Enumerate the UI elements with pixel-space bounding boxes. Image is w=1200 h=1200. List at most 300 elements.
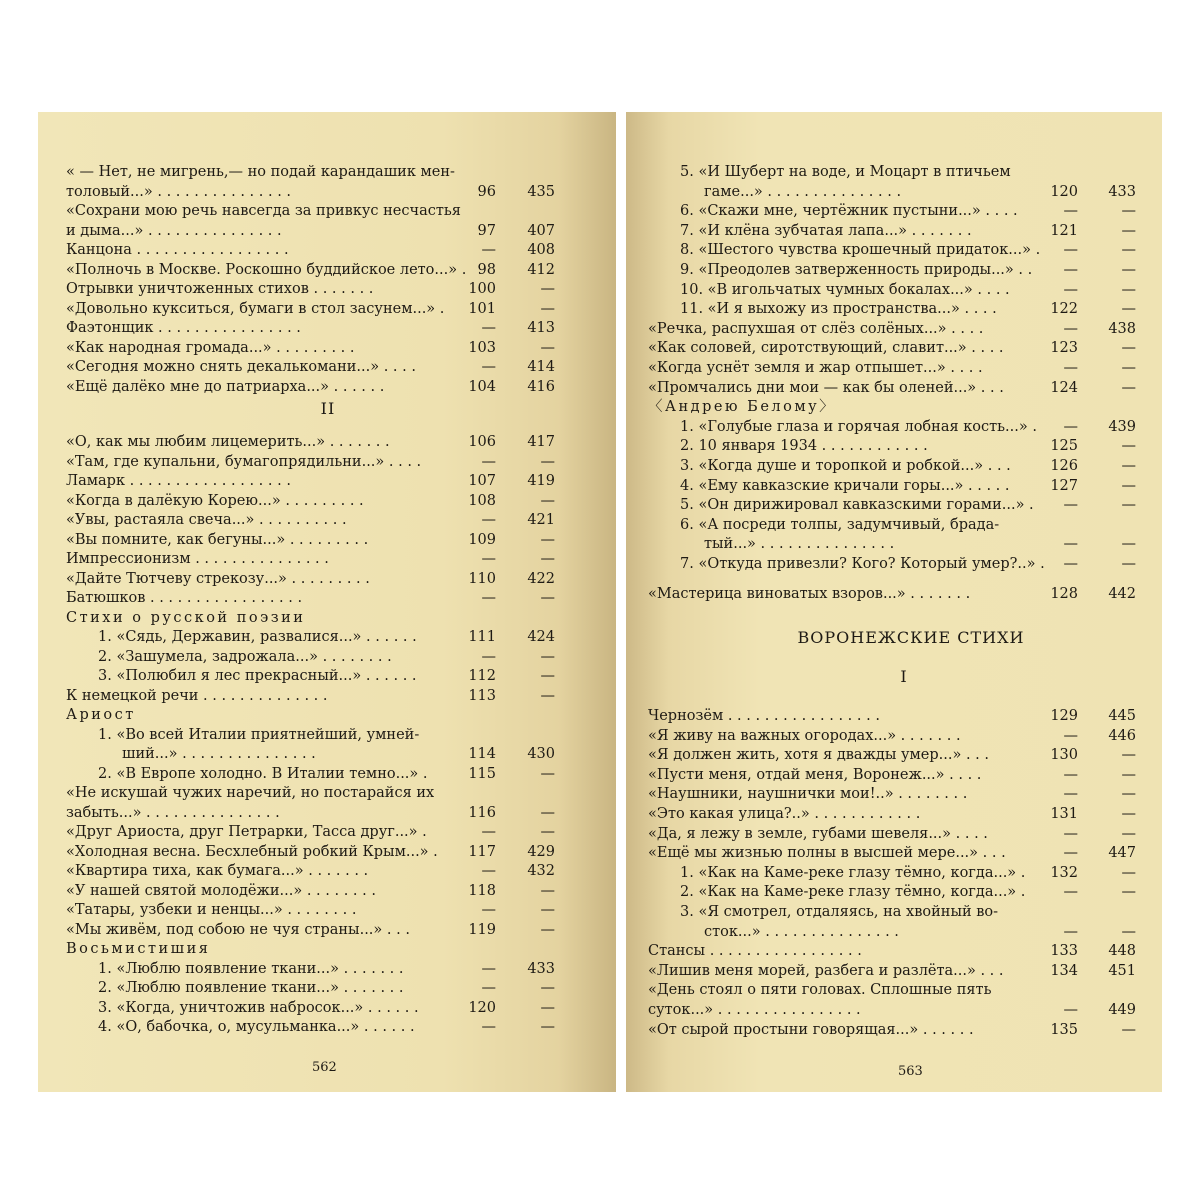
toc-entry-note-page: — bbox=[1121, 766, 1136, 783]
toc-entry bbox=[38, 588, 616, 608]
toc-entry-title: «Татары, узбеки и ненцы...» . . . . . . . . bbox=[66, 902, 357, 918]
toc-entry-note-page: — bbox=[540, 921, 555, 938]
toc-entry bbox=[626, 980, 1162, 1000]
toc-entry-note-page: 414 bbox=[527, 359, 555, 375]
toc-entry bbox=[626, 319, 1162, 339]
toc-entry-title: 2. «Зашумела, задрожала...» . . . . . . . . bbox=[98, 648, 392, 665]
toc-entry-note-page: — bbox=[1121, 262, 1136, 278]
toc-entry-title: «Квартира тиха, как бумага...» . . . . . . . bbox=[66, 863, 369, 879]
toc-entry bbox=[626, 554, 1162, 574]
toc-entry-note-page: 412 bbox=[527, 261, 555, 278]
toc-entry bbox=[626, 882, 1162, 902]
toc-entry-title: «Пусти меня, отдай меня, Воронеж...» . . . . bbox=[648, 766, 982, 783]
toc-entry-note-page: — bbox=[1121, 864, 1136, 881]
toc-entry-title: 3. «Полюбил я лес прекрасный...» . . . . . . bbox=[98, 668, 417, 684]
toc-entry-page: — bbox=[1063, 1002, 1078, 1018]
toc-entry-title: 3. «Когда душе и торопкой и робкой...» . . . bbox=[680, 458, 1011, 474]
toc-entry-page: 120 bbox=[1050, 183, 1078, 200]
toc-entry-page: — bbox=[481, 1019, 496, 1035]
toc-entry-page: — bbox=[481, 453, 496, 470]
toc-entry-title: Фаэтонщик . . . . . . . . . . . . . . . . bbox=[66, 320, 301, 336]
toc-entry-page: 98 bbox=[477, 261, 496, 278]
toc-entry-title: Батюшков . . . . . . . . . . . . . . . . . bbox=[66, 590, 303, 606]
toc-entry-page: 100 bbox=[468, 281, 496, 297]
toc-entry-title: «У нашей святой молодёжи...» . . . . . . . . bbox=[66, 882, 376, 899]
toc-entry-note-page: — bbox=[540, 980, 555, 996]
toc-entry-note-page: — bbox=[540, 339, 555, 356]
toc-entry-note-page: — bbox=[540, 687, 555, 704]
toc-entry bbox=[38, 432, 616, 452]
toc-entry bbox=[626, 436, 1162, 456]
toc-entry-note-page: 413 bbox=[527, 320, 555, 336]
toc-entry-note-page: — bbox=[1121, 786, 1136, 803]
toc-entry bbox=[38, 569, 616, 589]
toc-entry-page: 118 bbox=[468, 882, 496, 899]
toc-entry-note-page: — bbox=[1121, 536, 1136, 553]
toc-entry bbox=[626, 961, 1162, 981]
toc-entry-note-page: — bbox=[540, 492, 555, 509]
toc-entry-note-page: — bbox=[1121, 281, 1136, 298]
toc-entry-page: 96 bbox=[477, 183, 496, 200]
section-title-voronezh: ВОРОНЕЖСКИЕ СТИХИ bbox=[797, 628, 1025, 647]
toc-entry-title: «Сегодня можно снять декалькомани...» . . . . bbox=[66, 359, 416, 375]
toc-entry-page: — bbox=[481, 863, 496, 879]
toc-entry-note-page: 419 bbox=[527, 473, 555, 489]
toc-entry-note-page: — bbox=[540, 765, 555, 782]
toc-entry-note-page: — bbox=[1121, 884, 1136, 901]
toc-entry-note-page: — bbox=[1121, 747, 1136, 764]
toc-entry bbox=[38, 549, 616, 569]
toc-entry-page: 135 bbox=[1050, 1021, 1078, 1038]
toc-entry-title: «О, как мы любим лицемерить...» . . . . . . . bbox=[66, 434, 390, 450]
toc-entry-title: 1. «Как на Каме-реке глазу тёмно, когда...» . bbox=[680, 864, 1026, 881]
toc-entry bbox=[38, 201, 616, 221]
left-book-page bbox=[38, 112, 616, 1092]
toc-entry-note-page: — bbox=[540, 824, 555, 840]
toc-entry-title: «Лишив меня морей, разбега и разлёта...» . . . bbox=[648, 962, 1004, 979]
toc-entry-note-page: — bbox=[540, 999, 555, 1016]
toc-entry-note-page: 438 bbox=[1108, 320, 1136, 337]
toc-entry bbox=[38, 491, 616, 511]
toc-entry bbox=[626, 240, 1162, 260]
section-heading-ii: II bbox=[320, 399, 336, 418]
toc-entry-page: 107 bbox=[468, 473, 496, 489]
toc-entry-title: «Сохрани мою речь навсегда за привкус несчастья bbox=[66, 203, 461, 219]
toc-entry bbox=[38, 725, 616, 745]
toc-entry-page: — bbox=[1063, 281, 1078, 298]
toc-entry-page: — bbox=[1063, 845, 1078, 862]
toc-entry-note-page: — bbox=[1121, 222, 1136, 239]
toc-entry-title: Импрессионизм . . . . . . . . . . . . . . . bbox=[66, 551, 329, 567]
toc-entry-page: 113 bbox=[468, 687, 496, 704]
toc-entry-page: — bbox=[1063, 497, 1078, 514]
toc-entry-title: 1. «Голубые глаза и горячая лобная кость...» . bbox=[680, 418, 1037, 435]
toc-entry bbox=[38, 182, 616, 202]
toc-entry bbox=[626, 221, 1162, 241]
toc-entry-note-page: — bbox=[1121, 825, 1136, 842]
toc-entry-title: 2. «Люблю появление ткани...» . . . . . . . bbox=[98, 980, 404, 996]
toc-entry-note-page: 448 bbox=[1108, 943, 1136, 960]
toc-entry bbox=[626, 260, 1162, 280]
toc-entry-title: Стихи о русской поэзии bbox=[66, 609, 306, 626]
toc-entry-title: Восьмистишия bbox=[66, 941, 211, 957]
toc-entry-note-page: 433 bbox=[527, 960, 555, 977]
toc-entry-note-page: 422 bbox=[527, 570, 555, 587]
toc-entry-title: ший...» . . . . . . . . . . . . . . . bbox=[122, 746, 316, 762]
toc-entry-title: 2. «В Европе холодно. В Италии темно...» . bbox=[98, 765, 428, 782]
toc-entry-page: 111 bbox=[468, 629, 496, 645]
toc-entry-page: — bbox=[1063, 786, 1078, 803]
toc-entry bbox=[38, 920, 616, 940]
toc-entry bbox=[626, 456, 1162, 476]
toc-entry-title: 4. «О, бабочка, о, мусульманка...» . . . . . . bbox=[98, 1019, 415, 1035]
toc-entry-page: — bbox=[1063, 242, 1078, 259]
toc-entry-note-page: 451 bbox=[1108, 962, 1136, 979]
toc-entry-note-page: — bbox=[1121, 806, 1136, 822]
toc-entry-page: — bbox=[481, 902, 496, 918]
toc-entry bbox=[38, 338, 616, 358]
toc-entry bbox=[626, 182, 1162, 202]
toc-entry bbox=[626, 726, 1162, 746]
toc-entry-title: 7. «Откуда привезли? Кого? Который умер?..» . bbox=[680, 556, 1045, 572]
toc-entry-note-page: 433 bbox=[1108, 183, 1136, 200]
toc-entry-title: «От сырой простыни говорящая...» . . . . . . bbox=[648, 1021, 974, 1038]
toc-entry-note-page: — bbox=[1121, 458, 1136, 474]
toc-entry-note-page: — bbox=[1121, 438, 1136, 455]
toc-entry-note-page: — bbox=[1121, 203, 1136, 220]
toc-entry bbox=[38, 377, 616, 397]
toc-entry-title: «Полночь в Москве. Роскошно буддийское лето...» . bbox=[66, 261, 466, 278]
toc-entry-note-page: — bbox=[1121, 556, 1136, 572]
toc-entry-note-page: 435 bbox=[527, 183, 555, 200]
toc-entry-page: — bbox=[1063, 923, 1078, 940]
toc-entry-note-page: — bbox=[540, 300, 555, 317]
toc-entry-note-page: 417 bbox=[527, 434, 555, 450]
toc-entry-note-page: 430 bbox=[527, 746, 555, 762]
toc-entry bbox=[38, 530, 616, 550]
toc-entry-page: — bbox=[1063, 360, 1078, 376]
toc-entry bbox=[38, 357, 616, 377]
toc-entry-note-page: — bbox=[1121, 497, 1136, 514]
toc-entry-page: — bbox=[481, 824, 496, 840]
toc-entry bbox=[38, 279, 616, 299]
toc-entry-title: К немецкой речи . . . . . . . . . . . . . . bbox=[66, 687, 328, 704]
toc-entry bbox=[38, 783, 616, 803]
toc-entry-title: «Дайте Тютчеву стрекозу...» . . . . . . . . . bbox=[66, 570, 370, 587]
toc-entry-page: 109 bbox=[468, 531, 496, 548]
toc-entry-title: « — Нет, не мигрень,— но подай карандашик мен- bbox=[66, 164, 455, 180]
toc-entry-page: 114 bbox=[468, 746, 496, 762]
toc-entry bbox=[38, 299, 616, 319]
toc-entry-note-page: — bbox=[540, 551, 555, 567]
toc-entry-note-page: — bbox=[540, 668, 555, 684]
toc-entry bbox=[626, 941, 1162, 961]
toc-entry-title: тый...» . . . . . . . . . . . . . . . bbox=[704, 536, 895, 553]
toc-entry-page: — bbox=[481, 359, 496, 375]
toc-entry-page: 103 bbox=[468, 339, 496, 356]
toc-entry-page: 119 bbox=[468, 921, 496, 938]
toc-entry bbox=[38, 471, 616, 491]
toc-entry bbox=[626, 584, 1162, 604]
toc-entry-note-page: 416 bbox=[527, 378, 555, 395]
toc-entry bbox=[626, 495, 1162, 515]
toc-entry-page: — bbox=[1063, 766, 1078, 783]
toc-entry-title: «Ещё мы жизнью полны в высшей мере...» . . . bbox=[648, 845, 1006, 862]
toc-entry-page: 104 bbox=[468, 378, 496, 395]
toc-entry bbox=[38, 260, 616, 280]
toc-entry-title: 2. «Как на Каме-реке глазу тёмно, когда...» . bbox=[680, 884, 1026, 901]
toc-entry-title: Ариост bbox=[66, 707, 136, 723]
toc-entry-page: — bbox=[1063, 727, 1078, 744]
toc-entry-title: «Холодная весна. Бесхлебный робкий Крым...» . bbox=[66, 843, 438, 860]
toc-entry bbox=[38, 627, 616, 647]
toc-entry-page: 97 bbox=[477, 222, 496, 239]
toc-entry-page: 101 bbox=[468, 300, 496, 317]
toc-entry-title: 5. «Он дирижировал кавказскими горами...» . bbox=[680, 497, 1034, 514]
toc-entry-title: 3. «Когда, уничтожив набросок...» . . . . . . bbox=[98, 999, 419, 1016]
toc-entry bbox=[38, 764, 616, 784]
toc-entry-title: 10. «В игольчатых чумных бокалах...» . . . . bbox=[680, 281, 1010, 298]
toc-entry-page: 121 bbox=[1050, 222, 1078, 239]
toc-entry bbox=[38, 608, 616, 628]
toc-entry-note-page: 446 bbox=[1108, 727, 1136, 744]
toc-entry bbox=[626, 706, 1162, 726]
toc-entry-note-page: — bbox=[540, 1019, 555, 1035]
toc-entry-title: Стансы . . . . . . . . . . . . . . . . . bbox=[648, 943, 862, 960]
toc-entry-page: 108 bbox=[468, 492, 496, 509]
toc-entry-title: 7. «И клёна зубчатая лапа...» . . . . . . . bbox=[680, 222, 972, 239]
toc-entry-title: 1. «Люблю появление ткани...» . . . . . . . bbox=[98, 960, 404, 977]
toc-entry-page: — bbox=[1063, 536, 1078, 553]
toc-entry-page: — bbox=[1063, 203, 1078, 220]
toc-entry bbox=[626, 1000, 1162, 1020]
toc-entry-title: 4. «Ему кавказские кричали горы...» . . . . . bbox=[680, 477, 1010, 494]
toc-entry-note-page: — bbox=[1121, 360, 1136, 376]
toc-entry bbox=[38, 978, 616, 998]
toc-entry bbox=[626, 280, 1162, 300]
toc-entry-page: 115 bbox=[468, 765, 496, 782]
toc-entry bbox=[626, 534, 1162, 554]
section-heading-i: I bbox=[900, 667, 908, 686]
toc-entry-page: 134 bbox=[1050, 962, 1078, 979]
toc-entry bbox=[38, 842, 616, 862]
toc-entry-title: «Друг Ариоста, друг Петрарки, Тасса друг...» . bbox=[66, 824, 427, 840]
toc-entry-title: «Речка, распухшая от слёз солёных...» . . . . bbox=[648, 320, 984, 337]
toc-entry bbox=[626, 397, 1162, 417]
toc-entry-page: 125 bbox=[1050, 438, 1078, 455]
toc-entry-title: «Довольно кукситься, бумаги в стол засунем...» . bbox=[66, 300, 445, 317]
toc-entry bbox=[38, 998, 616, 1018]
toc-entry-title: «Это какая улица?..» . . . . . . . . . . . . bbox=[648, 806, 921, 822]
toc-entry-note-page: — bbox=[540, 902, 555, 918]
toc-entry bbox=[38, 959, 616, 979]
toc-entry-page: 116 bbox=[468, 804, 496, 821]
toc-entry-title: «Как народная громада...» . . . . . . . . . bbox=[66, 339, 355, 356]
toc-entry-note-page: 449 bbox=[1108, 1002, 1136, 1018]
toc-entry-title: «Ещё далёко мне до патриарха...» . . . . . . bbox=[66, 378, 385, 395]
toc-entry bbox=[38, 221, 616, 241]
toc-entry bbox=[38, 900, 616, 920]
toc-entry-page: 110 bbox=[468, 570, 496, 587]
toc-entry-note-page: 407 bbox=[527, 222, 555, 239]
toc-entry-page: 129 bbox=[1050, 708, 1078, 724]
toc-entry-note-page: — bbox=[540, 648, 555, 665]
toc-entry-title: «Увы, растаяла свеча...» . . . . . . . . . . bbox=[66, 512, 347, 528]
toc-entry bbox=[626, 476, 1162, 496]
toc-entry bbox=[626, 922, 1162, 942]
toc-entry-title: «Когда уснёт земля и жар отпышет...» . . . . bbox=[648, 360, 983, 376]
toc-entry bbox=[38, 861, 616, 881]
toc-entry bbox=[626, 804, 1162, 824]
toc-entry bbox=[626, 358, 1162, 378]
toc-entry-note-page: 432 bbox=[527, 863, 555, 879]
toc-entry-title: 9. «Преодолев затверженность природы...» . . bbox=[680, 262, 1033, 278]
toc-entry-title: «Промчались дни мои — как бы оленей...» . . . bbox=[648, 379, 1004, 396]
toc-entry bbox=[38, 510, 616, 530]
toc-entry-page: — bbox=[481, 590, 496, 606]
toc-entry-title: «Там, где купальни, бумагопрядильни...» . . . . bbox=[66, 453, 422, 470]
toc-entry-note-page: — bbox=[540, 590, 555, 606]
toc-entry-title: 〈Андрею Белому〉 bbox=[648, 399, 837, 416]
toc-entry bbox=[626, 378, 1162, 398]
toc-entry-note-page: — bbox=[540, 804, 555, 821]
toc-entry-page: 112 bbox=[468, 668, 496, 684]
toc-entry-page: — bbox=[1063, 320, 1078, 337]
toc-entry-page: 124 bbox=[1050, 379, 1078, 396]
toc-entry-title: «Не искушай чужих наречий, но постарайся их bbox=[66, 785, 435, 801]
toc-entry-note-page: — bbox=[540, 531, 555, 548]
toc-entry-title: 3. «Я смотрел, отдаляясь, на хвойный во- bbox=[680, 904, 999, 920]
toc-entry-page: — bbox=[1063, 884, 1078, 901]
toc-entry-note-page: 439 bbox=[1108, 418, 1136, 435]
toc-entry-title: 11. «И я выхожу из пространства...» . . . . bbox=[680, 301, 997, 318]
toc-entry-note-page: 429 bbox=[527, 843, 555, 860]
toc-entry-page: 128 bbox=[1050, 586, 1078, 602]
toc-entry-note-page: — bbox=[1121, 301, 1136, 318]
toc-entry-note-page: — bbox=[540, 882, 555, 899]
toc-entry-page: 120 bbox=[468, 999, 496, 1016]
toc-entry-title: «Я должен жить, хотя я дважды умер...» . . . bbox=[648, 747, 990, 764]
toc-entry-title: Канцона . . . . . . . . . . . . . . . . . bbox=[66, 242, 289, 258]
toc-entry-page: — bbox=[1063, 262, 1078, 278]
toc-entry-note-page: 442 bbox=[1108, 586, 1136, 602]
toc-entry bbox=[626, 902, 1162, 922]
toc-entry-title: забыть...» . . . . . . . . . . . . . . . bbox=[66, 804, 280, 821]
toc-entry bbox=[38, 822, 616, 842]
toc-entry bbox=[38, 686, 616, 706]
toc-entry-note-page: — bbox=[1121, 1021, 1136, 1038]
toc-entry-note-page: 447 bbox=[1108, 845, 1136, 862]
toc-entry-page: 127 bbox=[1050, 477, 1078, 494]
toc-entry-note-page: 408 bbox=[527, 242, 555, 258]
toc-entry bbox=[626, 162, 1162, 182]
toc-entry-page: — bbox=[1063, 556, 1078, 572]
toc-entry bbox=[38, 666, 616, 686]
toc-entry bbox=[38, 939, 616, 959]
toc-entry-page: — bbox=[481, 320, 496, 336]
toc-entry bbox=[626, 765, 1162, 785]
toc-entry-page: — bbox=[481, 648, 496, 665]
toc-entry bbox=[626, 843, 1162, 863]
toc-entry-title: «Да, я лежу в земле, губами шевеля...» . . . . bbox=[648, 825, 988, 842]
toc-entry bbox=[38, 744, 616, 764]
toc-entry bbox=[38, 452, 616, 472]
toc-entry bbox=[38, 647, 616, 667]
toc-entry bbox=[626, 338, 1162, 358]
toc-entry bbox=[38, 318, 616, 338]
toc-entry-note-page: — bbox=[540, 281, 555, 297]
toc-entry-title: сток...» . . . . . . . . . . . . . . . bbox=[704, 923, 899, 940]
toc-entry bbox=[626, 515, 1162, 535]
toc-entry-page: 123 bbox=[1050, 340, 1078, 357]
toc-entry-page: 122 bbox=[1050, 301, 1078, 318]
toc-entry-title: «Когда в далёкую Корею...» . . . . . . . . . bbox=[66, 492, 364, 509]
toc-entry-note-page: 424 bbox=[527, 629, 555, 645]
toc-entry-title: Ламарк . . . . . . . . . . . . . . . . . . bbox=[66, 473, 291, 489]
toc-entry bbox=[626, 299, 1162, 319]
toc-entry-note-page: — bbox=[1121, 340, 1136, 357]
toc-entry bbox=[38, 705, 616, 725]
toc-entry bbox=[626, 201, 1162, 221]
toc-entry bbox=[626, 417, 1162, 437]
toc-entry-title: «Мы живём, под собою не чуя страны...» . . . bbox=[66, 921, 410, 938]
toc-entry-page: — bbox=[1063, 418, 1078, 435]
toc-entry bbox=[38, 240, 616, 260]
toc-entry-note-page: 445 bbox=[1108, 708, 1136, 724]
toc-entry bbox=[38, 162, 616, 182]
toc-entry-note-page: 421 bbox=[527, 512, 555, 528]
toc-entry-title: «Я живу на важных огородах...» . . . . . . . bbox=[648, 727, 961, 744]
toc-entry-page: — bbox=[481, 242, 496, 258]
toc-entry bbox=[626, 745, 1162, 765]
toc-entry bbox=[626, 824, 1162, 844]
toc-entry bbox=[626, 1020, 1162, 1040]
toc-entry-title: и дыма...» . . . . . . . . . . . . . . . bbox=[66, 222, 282, 239]
toc-entry-page: 130 bbox=[1050, 747, 1078, 764]
toc-entry-title: Отрывки уничтоженных стихов . . . . . . . bbox=[66, 281, 374, 297]
toc-entry-title: Чернозём . . . . . . . . . . . . . . . . . bbox=[648, 708, 880, 724]
page-number-right: 563 bbox=[898, 1064, 923, 1079]
toc-entry-page: — bbox=[481, 551, 496, 567]
toc-entry-title: толовый...» . . . . . . . . . . . . . . . bbox=[66, 183, 292, 200]
toc-entry-title: «День стоял о пяти головах. Сплошные пять bbox=[648, 982, 992, 999]
toc-entry-note-page: — bbox=[1121, 242, 1136, 259]
toc-entry bbox=[38, 1017, 616, 1037]
toc-entry bbox=[626, 784, 1162, 804]
toc-entry-page: 117 bbox=[468, 843, 496, 860]
toc-entry-note-page: — bbox=[1121, 923, 1136, 940]
toc-entry bbox=[38, 803, 616, 823]
toc-entry-page: — bbox=[481, 960, 496, 977]
toc-entry bbox=[38, 881, 616, 901]
toc-entry-title: 8. «Шестого чувства крошечный придаток...» . bbox=[680, 242, 1041, 259]
toc-entry-title: 5. «И Шуберт на воде, и Моцарт в птичьем bbox=[680, 164, 1011, 180]
toc-entry bbox=[626, 863, 1162, 883]
toc-entry-title: «Вы помните, как бегуны...» . . . . . . . . . bbox=[66, 531, 369, 548]
toc-entry-page: 133 bbox=[1050, 943, 1078, 960]
toc-entry-note-page: — bbox=[1121, 477, 1136, 494]
toc-entry-title: «Мастерица виноватых взоров...» . . . . . . . bbox=[648, 586, 971, 602]
toc-entry-title: 2. 10 января 1934 . . . . . . . . . . . . bbox=[680, 438, 928, 455]
toc-entry-page: 132 bbox=[1050, 864, 1078, 881]
toc-entry-title: суток...» . . . . . . . . . . . . . . . . bbox=[648, 1002, 861, 1018]
toc-entry-title: 1. «Сядь, Державин, развалися...» . . . . . . bbox=[98, 629, 417, 645]
toc-entry-page: 126 bbox=[1050, 458, 1078, 474]
toc-entry-title: «Наушники, наушнички мои!..» . . . . . . . . bbox=[648, 786, 968, 803]
right-book-page bbox=[626, 112, 1162, 1092]
toc-entry-note-page: — bbox=[1121, 379, 1136, 396]
toc-entry-title: гаме...» . . . . . . . . . . . . . . . bbox=[704, 183, 902, 200]
